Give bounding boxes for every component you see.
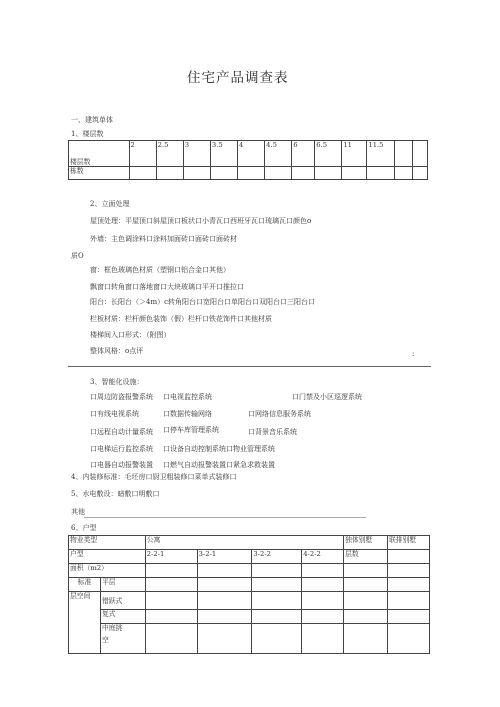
smart-item: 口周边防盗报警系统: [90, 393, 153, 401]
floors-col-header: 11.5: [367, 141, 394, 167]
roof-line: 屋顶处理：平屋顶口斜屋顶口板状口小青瓦口西班牙瓦口琉璃瓦口颜色o: [90, 217, 312, 225]
smart-item: 口有线电视系统: [90, 410, 139, 418]
unit-cell: 独体别墅: [344, 536, 388, 550]
style-mark: :: [412, 350, 415, 358]
smart-item: 口停车库管理系统: [163, 426, 219, 434]
smart-heading: 3、智能化设施：: [90, 378, 144, 386]
unit-cell: 物业类型: [69, 536, 146, 550]
floors-col-header: 2.5: [156, 141, 183, 167]
smart-item: 口电梯运行监控系统: [90, 445, 153, 453]
floors-heading: 1、楼层数: [71, 130, 104, 138]
window-line: 窗：框色玻璃色材质（塑钢口铝合金口其他）: [90, 266, 230, 274]
unit-table: [68, 535, 430, 654]
bay-window-line: 飘窗口转角窗口落地窗口大块玻璃口平开口推拉口: [90, 283, 244, 291]
floors-col-empty: [394, 141, 413, 167]
unit-cell: 面积（m2）: [69, 564, 146, 578]
facade-heading: 2、立面处理: [90, 200, 130, 208]
unit-cell-line: 中庭挑: [101, 624, 123, 632]
smart-item: 口远程自动计量系统: [90, 428, 153, 436]
smart-item: 口数据传输网络: [163, 410, 212, 418]
section-building: 一、建筑单体: [71, 116, 113, 124]
unit-cell: 联排别墅: [388, 536, 430, 550]
floors-col-header: 3: [183, 141, 210, 167]
wall-line-cont: 质O: [71, 252, 84, 260]
interior-line: 4、内装修标准：毛坯房口厨卫粗装修口菜单式装修口: [71, 473, 237, 481]
unit-cell: 户型: [69, 550, 146, 564]
floors-col-header: 4: [238, 141, 265, 167]
unit-cell-line: 空: [101, 636, 109, 644]
other-label: 其他: [71, 508, 85, 516]
floors-col-header: 2: [129, 141, 156, 167]
smart-item: 口门禁及小区巡逻系统: [292, 393, 362, 401]
unit-cell: 平层: [100, 578, 145, 592]
unit-cell: 3-2-2: [252, 550, 302, 564]
unit-cell: 复式: [100, 610, 145, 624]
entrance-line: 楼梯间入口形式：（附图）: [90, 331, 171, 339]
unit-cell: 3-2-1: [197, 550, 252, 564]
divider: [68, 366, 431, 367]
railing-line: 栏板材质：栏杆颜色装饰（假）栏杆口铁花饰件口其他材质: [90, 315, 272, 323]
smart-item: 口燃气自动报警装置口紧急求救装置: [163, 461, 275, 469]
unit-cell: 公寓: [145, 536, 343, 550]
smart-item: 口电器自动报警装置: [90, 461, 153, 469]
unit-cell: 2-2-1: [145, 550, 197, 564]
wall-line: 外墙：主色调涂料口涂料加面砖口面砖口面砖材: [90, 235, 237, 243]
unit-cell: 层数: [344, 550, 388, 564]
page-title: 住宅产品调查表: [187, 70, 289, 86]
unit-cell: 标准: [69, 578, 101, 592]
unit-cell: 错跃式: [100, 592, 145, 610]
style-line: 整体风格：o点评: [90, 347, 144, 355]
unit-heading: 6、户型: [71, 524, 97, 532]
balcony-line: 阳台：长阳台（＞4m）c转角阳台口宽阳台口单阳台口双阳台口三阳台口: [90, 298, 316, 306]
floors-col-header: 6: [292, 141, 315, 167]
floors-col-header: 3.5: [210, 141, 237, 167]
floors-col-header: 4.5: [265, 141, 292, 167]
smart-item: 口设备自动控制系统口物业管理系统: [163, 445, 275, 453]
unit-cell: 层空间: [69, 592, 101, 654]
floors-table: [68, 140, 428, 180]
unit-cell: 4-2-2: [302, 550, 344, 564]
floors-table-corner: 楼层数: [69, 141, 130, 167]
floors-col-header: 11: [342, 141, 367, 167]
utilities-line: 5、水电敷设：暗敷口明敷口: [71, 490, 160, 498]
floors-row-label: 栋数: [69, 167, 130, 180]
floors-col-empty: [413, 141, 428, 167]
smart-item: 口电视监控系统: [163, 393, 212, 401]
other-underline: [84, 517, 366, 518]
unit-cell-atrium: [100, 624, 145, 654]
floors-col-header: 6.5: [315, 141, 342, 167]
smart-item: 口网络信息服务系统: [248, 410, 311, 418]
smart-item: 口背景音乐系统: [248, 428, 297, 436]
